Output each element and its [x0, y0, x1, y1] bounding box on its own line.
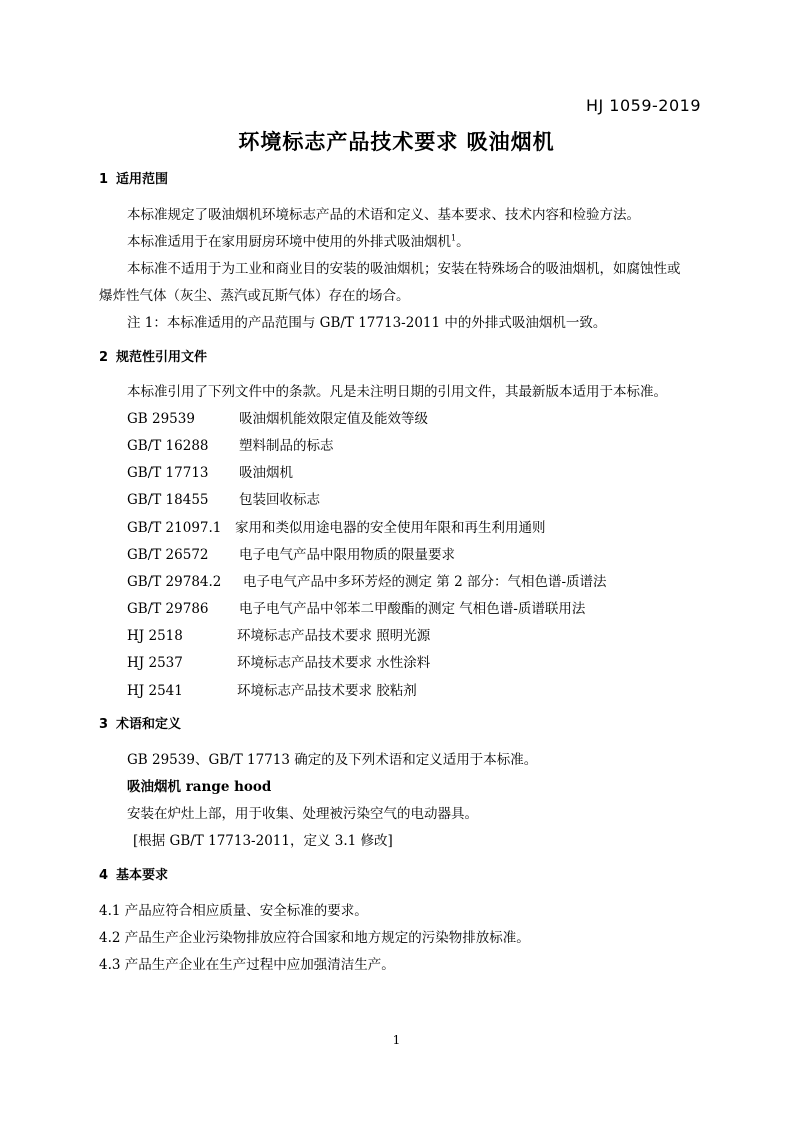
- section-number: 1: [99, 172, 109, 187]
- reference-row: [127, 434, 334, 454]
- section-4-heading: [99, 864, 168, 883]
- s1-applicable-end: 。: [456, 234, 470, 250]
- reference-row: [127, 570, 607, 590]
- reference-row: [127, 461, 293, 481]
- section-title: 基本要求: [116, 868, 169, 883]
- reference-code: GB/T 29786: [127, 601, 209, 617]
- reference-name: 电子电气产品中多环芳烃的测定 第 2 部分：气相色谱-质谱法: [243, 574, 607, 590]
- reference-code: HJ 2518: [127, 628, 183, 644]
- reference-name: 吸油烟机: [239, 465, 293, 481]
- reference-name: 环境标志产品技术要求 水性涂料: [237, 655, 431, 671]
- section-title: 适用范围: [116, 172, 169, 187]
- reference-row: [127, 624, 430, 644]
- reference-row: [127, 679, 417, 699]
- reference-code: HJ 2541: [127, 683, 183, 699]
- reference-code: GB 29539: [127, 411, 195, 427]
- standard-code: HJ 1059-2019: [585, 96, 701, 115]
- section-3-heading: [99, 713, 181, 732]
- reference-row: [127, 543, 455, 563]
- reference-name: 环境标志产品技术要求 胶粘剂: [237, 683, 417, 699]
- document-title: 环境标志产品技术要求 吸油烟机: [238, 130, 555, 154]
- reference-name: 电子电气产品中邻苯二甲酸酯的测定 气相色谱-质谱联用法: [239, 601, 586, 617]
- reference-name: 吸油烟机能效限定值及能效等级: [239, 411, 428, 427]
- s3-intro: GB 29539、GB/T 17713 确定的及下列术语和定义适用于本标准。: [127, 752, 538, 768]
- section-2-heading: [99, 346, 207, 365]
- reference-name: 包装回收标志: [239, 492, 320, 508]
- term-definition: 安装在炉灶上部，用于收集、处理被污染空气的电动器具。: [127, 806, 478, 822]
- reference-code: GB/T 26572: [127, 547, 209, 563]
- reference-code: GB/T 18455: [127, 492, 209, 508]
- reference-name: 家用和类似用途电器的安全使用年限和再生利用通则: [235, 520, 546, 536]
- reference-code: GB/T 17713: [127, 465, 209, 481]
- reference-code: GB/T 29784.2: [127, 574, 222, 590]
- section-1-heading: [99, 168, 168, 187]
- term-heading: 吸油烟机 range hood: [127, 779, 272, 795]
- footnote-marker: 1: [451, 233, 457, 243]
- s1-paragraph-scope: 本标准规定了吸油烟机环境标志产品的术语和定义、基本要求、技术内容和检验方法。: [127, 207, 640, 223]
- section-title: 规范性引用文件: [116, 350, 208, 365]
- reference-row: [127, 488, 320, 508]
- term-source: [根据 GB/T 17713-2011，定义 3.1 修改]: [133, 833, 393, 849]
- reference-code: GB/T 21097.1: [127, 520, 222, 536]
- section-title: 术语和定义: [116, 717, 182, 732]
- reference-name: 电子电气产品中限用物质的限量要求: [239, 547, 455, 563]
- requirement-item: 4.2 产品生产企业污染物排放应符合国家和地方规定的污染物排放标准。: [99, 930, 530, 946]
- requirement-item: 4.1 产品应符合相应质量、安全标准的要求。: [99, 903, 368, 919]
- s2-intro: 本标准引用了下列文件中的条款。凡是未注明日期的引用文件，其最新版本适用于本标准。: [127, 384, 667, 400]
- page-number: 1: [392, 1033, 401, 1047]
- reference-row: [127, 651, 430, 671]
- s1-note: 注 1：本标准适用的产品范围与 GB/T 17713-2011 中的外排式吸油烟机一致。: [127, 315, 607, 331]
- reference-row: [127, 407, 428, 427]
- reference-name: 塑料制品的标志: [239, 438, 334, 454]
- reference-row: [127, 516, 546, 536]
- reference-row: [127, 597, 585, 617]
- reference-name: 环境标志产品技术要求 照明光源: [237, 628, 431, 644]
- s1-paragraph-exclusion-line2: 爆炸性气体（灰尘、蒸汽或瓦斯气体）存在的场合。: [99, 288, 410, 304]
- section-number: 3: [99, 717, 109, 732]
- section-number: 4: [99, 868, 109, 883]
- requirement-item: 4.3 产品生产企业在生产过程中应加强清洁生产。: [99, 957, 395, 973]
- reference-code: HJ 2537: [127, 655, 183, 671]
- s1-paragraph-exclusion-line1: 本标准不适用于为工业和商业目的安装的吸油烟机；安装在特殊场合的吸油烟机，如腐蚀性或: [127, 261, 681, 277]
- s1-paragraph-applicable: [127, 230, 470, 250]
- reference-code: GB/T 16288: [127, 438, 209, 454]
- section-number: 2: [99, 350, 109, 365]
- s1-applicable-text: 本标准适用于在家用厨房环境中使用的外排式吸油烟机: [127, 234, 451, 250]
